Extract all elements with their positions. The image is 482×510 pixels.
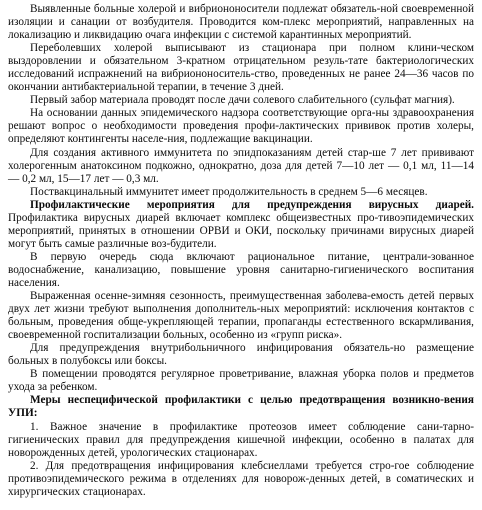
paragraph-text: Переболевших холерой выписывают из стационара при полном клини-ческом выздоровлении и обязательном 3-кратном отрицательном резуль-тате бактериологических исследований испражнений на вибриононоситель-ство, проведенных не ранее 24—36 часов по окончании антибактериальной терапии, в течение 3 дней. [8,42,474,94]
paragraph-text: Выраженная осенне-зимняя сезонность, преимущественная заболева-емость детей первых двух лет жизни требуют выполнения дополнитель-ных мероприятий: исключения контактов с больным, проведения обще-укрепляющей терапии, пропаганды естественного вскармливания, своевременной госпитализации больных, особенно из «групп риска». [8,290,474,342]
paragraph-seasonality [8,290,474,342]
paragraph-text: В первую очередь сюда включают рациональное питание, централи-зованное водоснабжение, канализацию, повышение уровня санитарно-гигиенического воспитания населения. [8,250,474,289]
paragraph-item-2 [8,460,474,499]
paragraph-text: Выявленные больные холерой и вибриононосители подлежат обязатель-ной своевременной изоляции и санации от возбудителя. Проводится ком-плекс мероприятий, направленных на локализацию и ликвидацию очага инфекции с системой карантинных мероприятий. [8,3,474,42]
paragraph-first-sample [8,94,474,107]
paragraph-text: 1. Важное значение в профилактике протеозов имеет соблюдение сани-тарно-гигиенических правил для предупреждения кишечной инфекции, особенно в палатах для новорожденных детей, урологических стационарах. [8,420,474,459]
paragraph-nosocomial [8,342,474,368]
paragraph-discharge [8,42,474,94]
paragraph-ventilation [8,368,474,394]
paragraph-text: Для предупреждения внутрибольничного инфицирования обязатель-но размещение больных в полубоксы или боксы. [8,342,474,368]
paragraph-text: Первый забор материала проводят после дачи солевого слабительного (сульфат магния). [30,94,455,107]
paragraph-isolation [8,3,474,42]
paragraph-immunity-duration [8,186,474,199]
section-heading-upi: Меры неспецифической профилактики с целью предотвращения возникно-вения УПИ: [8,394,474,420]
paragraph-text: В помещении проводятся регулярное проветривание, влажная уборка полов и предметов ухода за ребенком. [8,368,474,394]
paragraph-text: На основании данных эпидемического надзора соответствующие орга-ны здравоохранения решают вопрос о необходимости проведения профи-лактических прививок против холеры, определяют контингенты населе-ния, подлежащие вакцинации. [8,107,474,146]
paragraph-surveillance [8,107,474,146]
paragraph-nonspecific-measures [8,394,474,420]
paragraph-item-1 [8,421,474,460]
paragraph-viral-diarrhea [8,199,474,251]
paragraph-text: 2. Для предотвращения инфицирования клебсиеллами требуется стро-гое соблюдение противоэпидемического режима в отделениях для новорож-денных детей, в соматических и хирургических стационарах. [8,459,474,498]
paragraph-immunization-dose [8,147,474,186]
paragraph-text: Поствакцинальный иммунитет имеет продолжительность в среднем 5—6 месяцев. [30,185,428,198]
paragraph-nutrition [8,251,474,290]
paragraph-text: Для создания активного иммунитета по эпидпоказаниям детей стар-ше 7 лет прививают холерогенным анатоксином подкожно, однократно, доза для детей 7—10 лет — 0,1 мл, 11—14 — 0,2 мл, 15—17 лет — 0,3 мл. [8,146,474,185]
section-heading-viral-diarrhea: Профилактические мероприятия для предупреждения вирусных диарей. [30,198,474,211]
paragraph-text: Профилактика вирусных диарей включает комплекс общеизвестных про-тивоэпидемических мероприятий, принятых в отношении ОРВИ и ОКИ, поскольку причинами вирусных диарей могут быть самые различные воз-будители. [8,211,474,250]
